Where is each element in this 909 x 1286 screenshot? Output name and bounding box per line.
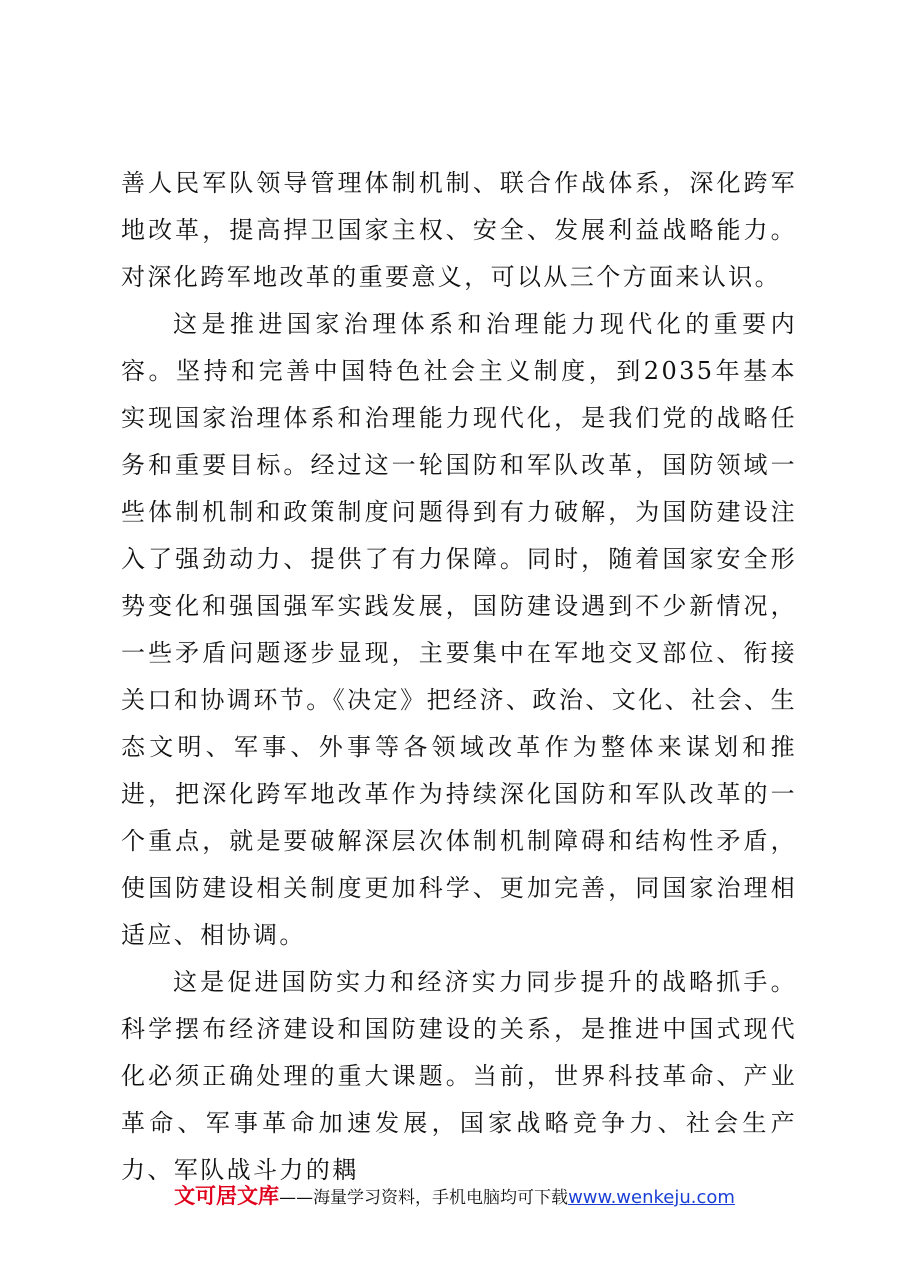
paragraph-continuation: 善人民军队领导管理体制机制、联合作战体系，深化跨军地改革，提高捍卫国家主权、安全、发展利益战略能力。对深化跨军地改革的重要意义，可以从三个方面来认识。 <box>121 169 797 291</box>
footer-slogan: ——海量学习资料，手机电脑均可下载 <box>279 1188 569 1208</box>
paragraph-governance: 这是推进国家治理体系和治理能力现代化的重要内容。坚持和完善中国特色社会主义制度，到2035年基本实现国家治理体系和治理能力现代化，是我们党的战略任务和重要目标。经过这一轮国防和军队改革，国防领域一些体制机制和政策制度问题得到有力破解，为国防建设注入了强劲动力、提供了有力保障。同时，随着国家安全形势变化和强国强军实践发展，国防建设遇到不少新情况，一些矛盾问题逐步显现，主要集中在军地交叉部位、衔接关口和协调环节。《决定》把经济、政治、文化、社会、生态文明、军事、外事等各领域改革作为整体来谋划和推进，把深化跨军地改革作为持续深化国防和军队改革的一个重点，就是要破解深层次体制机制障碍和结构性矛盾，使国防建设相关制度更加科学、更加完善，同国家治理相适应、相协调。 <box>121 310 797 949</box>
page-footer <box>0 1180 909 1210</box>
footer-brand: 文可居文库 <box>174 1184 280 1208</box>
paragraph-strategy: 这是促进国防实力和经济实力同步提升的战略抓手。科学摆布经济建设和国防建设的关系，是推进中国式现代化必须正确处理的重大课题。当前，世界科技革命、产业革命、军事革命加速发展，国家战略竞争力、社会生产力、军队战斗力的耦 <box>121 968 797 1184</box>
footer-website-link[interactable]: www.wenkeju.com <box>568 1187 735 1208</box>
document-body <box>121 160 797 1194</box>
